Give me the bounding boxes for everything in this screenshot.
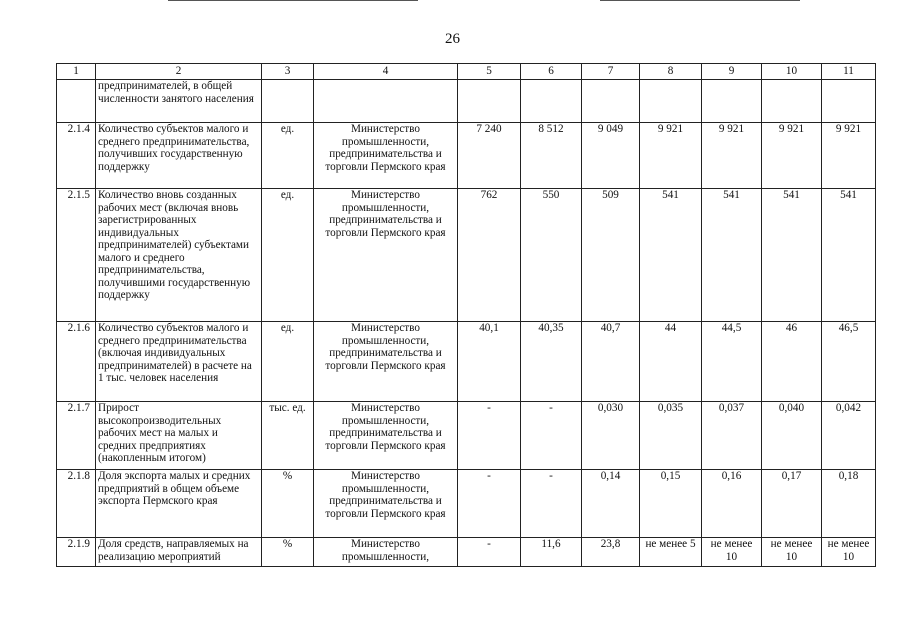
value-cell: 0,14 [582, 470, 640, 538]
row-number: 2.1.6 [57, 322, 96, 402]
page-number: 26 [445, 31, 460, 47]
value-cell: 40,1 [458, 322, 521, 402]
row-number [57, 80, 96, 123]
column-header: 1 [57, 64, 96, 80]
value-cell: 0,035 [640, 402, 702, 470]
value-cell: 0,040 [762, 402, 822, 470]
value-cell: - [458, 538, 521, 567]
responsible-org: Министерство промышленности, предпринимательства и торговли Пермского края [314, 402, 458, 470]
value-cell: 0,15 [640, 470, 702, 538]
responsible-org: Министерство промышленности, предпринимательства и торговли Пермского края [314, 123, 458, 189]
table-row [57, 470, 876, 538]
value-cell: 9 921 [640, 123, 702, 189]
value-cell: 46 [762, 322, 822, 402]
column-header: 4 [314, 64, 458, 80]
column-header: 5 [458, 64, 521, 80]
value-cell: 40,7 [582, 322, 640, 402]
indicator-name: Доля средств, направляемых на реализацию мероприятий [96, 538, 262, 567]
value-cell: 9 921 [762, 123, 822, 189]
table-row [57, 80, 876, 123]
column-header: 9 [702, 64, 762, 80]
responsible-org: Министерство промышленности, предпринимательства и торговли Пермского края [314, 322, 458, 402]
value-cell: 541 [640, 189, 702, 322]
value-cell: 0,030 [582, 402, 640, 470]
column-header: 6 [521, 64, 582, 80]
value-cell: 46,5 [822, 322, 876, 402]
value-cell: 0,17 [762, 470, 822, 538]
table-row [57, 322, 876, 402]
value-cell: 541 [762, 189, 822, 322]
value-cell [822, 80, 876, 123]
indicator-name: предпринимателей, в общей численности занятого населения [96, 80, 262, 123]
value-cell: 44,5 [702, 322, 762, 402]
unit-cell: ед. [262, 189, 314, 322]
value-cell: 7 240 [458, 123, 521, 189]
responsible-org [314, 80, 458, 123]
row-number: 2.1.8 [57, 470, 96, 538]
value-cell: 541 [702, 189, 762, 322]
value-cell: 0,042 [822, 402, 876, 470]
value-cell: 11,6 [521, 538, 582, 567]
value-cell: 44 [640, 322, 702, 402]
responsible-org: Министерство промышленности, предпринимательства и торговли Пермского края [314, 470, 458, 538]
value-cell: не менее 5 [640, 538, 702, 567]
unit-cell: % [262, 538, 314, 567]
value-cell: не менее 10 [822, 538, 876, 567]
value-cell: - [521, 402, 582, 470]
indicator-name: Количество субъектов малого и среднего предпринимательства (включая индивидуальных предпринимателей) в расчете на 1 тыс. человек населения [96, 322, 262, 402]
top-border-line [600, 0, 800, 1]
table-row [57, 123, 876, 189]
value-cell [702, 80, 762, 123]
indicators-table [56, 63, 876, 567]
column-header: 11 [822, 64, 876, 80]
value-cell: 23,8 [582, 538, 640, 567]
column-header: 10 [762, 64, 822, 80]
value-cell: 541 [822, 189, 876, 322]
value-cell: 8 512 [521, 123, 582, 189]
value-cell: 509 [582, 189, 640, 322]
value-cell: 762 [458, 189, 521, 322]
value-cell: не менее 10 [762, 538, 822, 567]
column-header: 7 [582, 64, 640, 80]
value-cell [582, 80, 640, 123]
row-number: 2.1.9 [57, 538, 96, 567]
value-cell: - [458, 470, 521, 538]
column-header: 2 [96, 64, 262, 80]
value-cell: - [521, 470, 582, 538]
value-cell: 9 921 [702, 123, 762, 189]
value-cell: 0,037 [702, 402, 762, 470]
value-cell: 0,16 [702, 470, 762, 538]
row-number: 2.1.5 [57, 189, 96, 322]
value-cell: 0,18 [822, 470, 876, 538]
table-row [57, 189, 876, 322]
value-cell [458, 80, 521, 123]
responsible-org: Министерство промышленности, [314, 538, 458, 567]
column-header: 3 [262, 64, 314, 80]
responsible-org: Министерство промышленности, предпринимательства и торговли Пермского края [314, 189, 458, 322]
indicator-name: Количество субъектов малого и среднего предпринимательства, получивших государственную поддержку [96, 123, 262, 189]
indicator-name: Прирост высокопроизводительных рабочих мест на малых и средних предприятиях (накопленным итогом) [96, 402, 262, 470]
value-cell [521, 80, 582, 123]
unit-cell: ед. [262, 123, 314, 189]
value-cell: не менее 10 [702, 538, 762, 567]
unit-cell: % [262, 470, 314, 538]
indicator-name: Количество вновь созданных рабочих мест (включая вновь зарегистрированных индивидуальных предпринимателей) субъектами малого и среднего предпринимательства, получившими государственную поддержку [96, 189, 262, 322]
value-cell: 40,35 [521, 322, 582, 402]
value-cell: 9 921 [822, 123, 876, 189]
column-header: 8 [640, 64, 702, 80]
value-cell [762, 80, 822, 123]
value-cell: 9 049 [582, 123, 640, 189]
table-row [57, 402, 876, 470]
unit-cell [262, 80, 314, 123]
unit-cell: тыс. ед. [262, 402, 314, 470]
value-cell: - [458, 402, 521, 470]
row-number: 2.1.4 [57, 123, 96, 189]
value-cell [640, 80, 702, 123]
table-row [57, 538, 876, 567]
column-header-row [57, 64, 876, 80]
indicator-name: Доля экспорта малых и средних предприятий в общем объеме экспорта Пермского края [96, 470, 262, 538]
row-number: 2.1.7 [57, 402, 96, 470]
top-border-line [168, 0, 418, 1]
unit-cell: ед. [262, 322, 314, 402]
value-cell: 550 [521, 189, 582, 322]
